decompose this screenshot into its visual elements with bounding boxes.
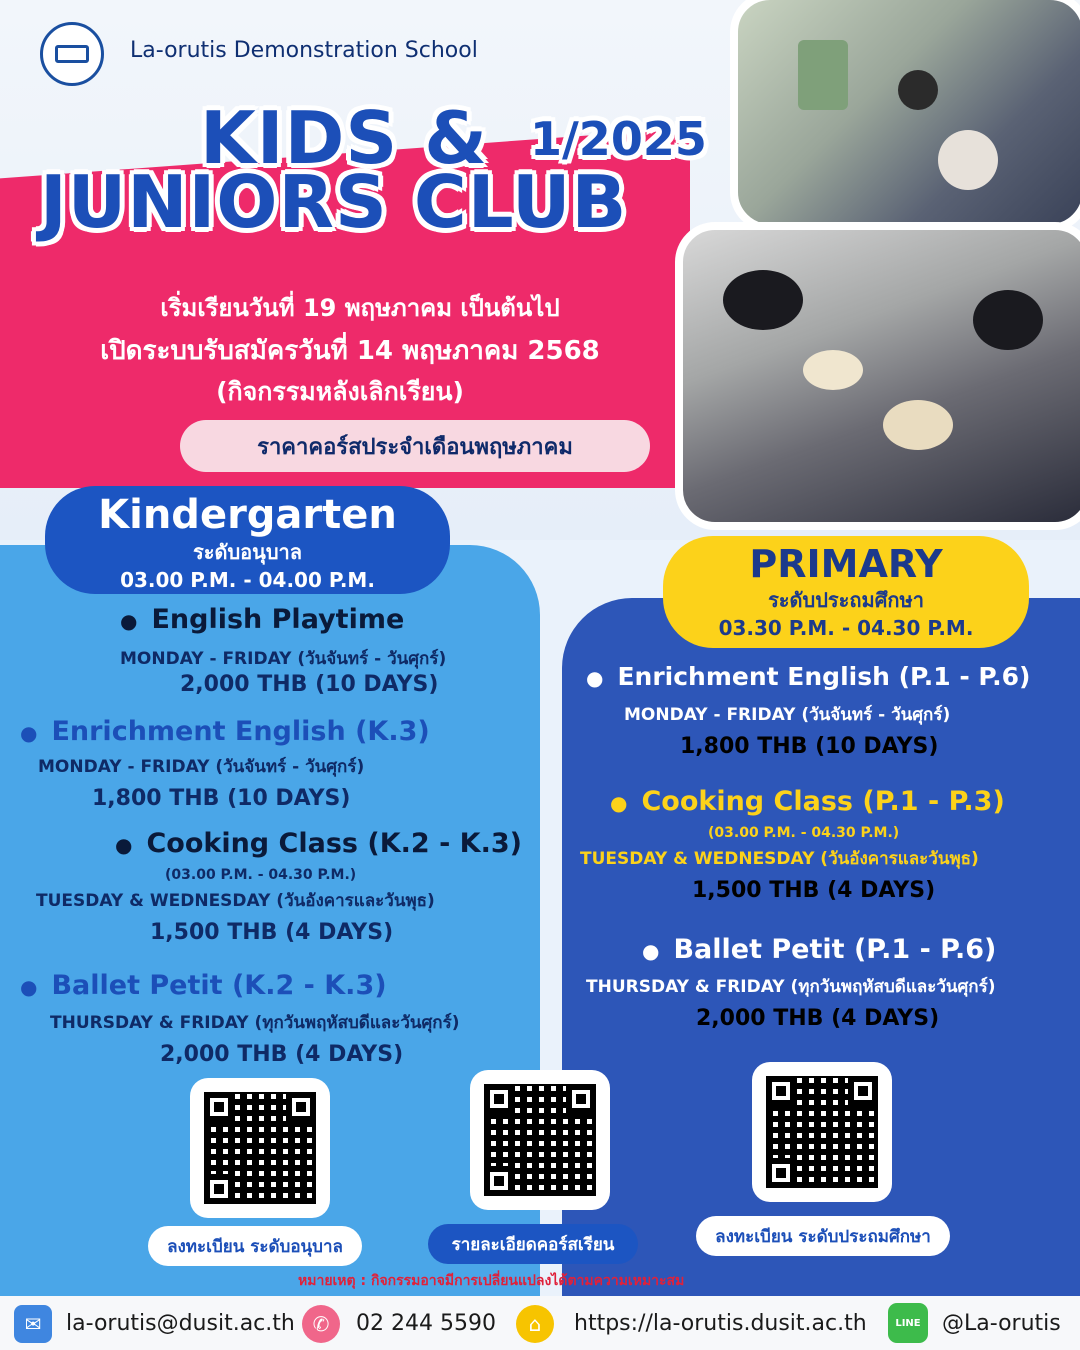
course-price: 1,800 THB (10 DAYS) [680, 734, 939, 759]
home-icon: ⌂ [516, 1305, 554, 1343]
course-name: ● Enrichment English (K.3) [20, 716, 540, 747]
footer-line[interactable]: @La-orutis [942, 1311, 1061, 1336]
footer-website[interactable]: https://la-orutis.dusit.ac.th [574, 1311, 867, 1336]
photo-detail [723, 270, 803, 330]
after-school-text: (กิจกรรมหลังเลิกเรียน) [216, 377, 464, 406]
course-item [586, 934, 1066, 1031]
photo-detail [898, 70, 938, 110]
course-item [20, 970, 540, 1067]
title-line-2: JUNIORS CLUB [40, 160, 628, 244]
title-term: 1/2025 [530, 112, 707, 166]
course-name: ● Ballet Petit (P.1 - P.6) [586, 934, 1066, 965]
course-days: MONDAY - FRIDAY (วันจันทร์ - วันศุกร์) [624, 705, 951, 725]
qr-finder [766, 1076, 796, 1106]
cooking-class-photo [675, 222, 1080, 530]
course-price: 2,000 THB (4 DAYS) [160, 1042, 404, 1067]
qr-finder [286, 1092, 316, 1122]
primary-title: PRIMARY [749, 542, 943, 586]
email-icon: ✉ [14, 1305, 52, 1343]
qr-finder [484, 1166, 514, 1196]
course-item [20, 716, 540, 811]
course-name: ● Cooking Class (P.1 - P.3) [580, 786, 1075, 817]
title-line-1: KIDS & [200, 96, 489, 180]
course-details-qr-code[interactable] [470, 1070, 610, 1210]
school-name: La-orutis Demonstration School [130, 38, 478, 63]
primary-qr-code[interactable] [752, 1062, 892, 1202]
course-name: ● Cooking Class (K.2 - K.3) [0, 828, 540, 859]
footer-email[interactable]: la-orutis@dusit.ac.th [66, 1311, 295, 1336]
course-days: MONDAY - FRIDAY (วันจันทร์ - วันศุกร์) [38, 757, 365, 777]
photo-detail [883, 400, 953, 450]
course-days: TUESDAY & WEDNESDAY (วันอังคารและวันพุธ) [36, 891, 435, 911]
course-name: ● English Playtime [0, 604, 540, 635]
course-item [580, 786, 1075, 903]
classroom-photo [730, 0, 1080, 232]
photo-detail [938, 130, 998, 190]
primary-time: 03.30 P.M. - 04.30 P.M. [718, 616, 974, 640]
course-item [586, 662, 1066, 759]
primary-register-label[interactable]: ลงทะเบียน ระดับประถมศึกษา [696, 1216, 950, 1256]
course-price: 1,500 THB (4 DAYS) [692, 878, 936, 903]
register-date-text: เปิดระบบรับสมัครวันที่ 14 พฤษภาคม 2568 [100, 336, 600, 366]
course-time: (03.00 P.M. - 04.30 P.M.) [165, 867, 357, 883]
course-item [0, 604, 540, 697]
line-icon: LINE [888, 1303, 928, 1343]
kindergarten-heading [45, 486, 450, 594]
course-name: ● Enrichment English (P.1 - P.6) [586, 662, 1066, 691]
logo-emblem-icon [55, 45, 89, 63]
qr-finder [766, 1158, 796, 1188]
course-days: TUESDAY & WEDNESDAY (วันอังคารและวันพุธ) [580, 849, 979, 869]
qr-finder [484, 1084, 514, 1114]
qr-pattern [766, 1076, 878, 1188]
course-price: 1,800 THB (10 DAYS) [92, 786, 351, 811]
course-days: THURSDAY & FRIDAY (ทุกวันพฤหัสบดีและวันศุกร์) [586, 977, 996, 997]
kindergarten-qr-code[interactable] [190, 1078, 330, 1218]
course-name: ● Ballet Petit (K.2 - K.3) [20, 970, 540, 1001]
qr-finder [848, 1076, 878, 1106]
kindergarten-title: Kindergarten [98, 492, 397, 538]
kindergarten-level: ระดับอนุบาล [192, 540, 303, 564]
price-label-pill: ราคาคอร์สประจำเดือนพฤษภาคม [180, 420, 650, 472]
qr-finder [204, 1092, 234, 1122]
course-time: (03.00 P.M. - 04.30 P.M.) [708, 825, 900, 841]
course-days: THURSDAY & FRIDAY (ทุกวันพฤหัสบดีและวันศุกร์) [50, 1013, 460, 1033]
start-date-text: เริ่มเรียนวันที่ 19 พฤษภาคม เป็นต้นไป [160, 294, 560, 322]
photo-detail [803, 350, 863, 390]
course-days: MONDAY - FRIDAY (วันจันทร์ - วันศุกร์) [120, 649, 447, 669]
course-item [0, 828, 540, 945]
primary-heading [663, 536, 1029, 648]
qr-pattern [484, 1084, 596, 1196]
footer-phone[interactable]: 02 244 5590 [356, 1311, 496, 1336]
course-price: 1,500 THB (4 DAYS) [150, 920, 394, 945]
phone-icon: ✆ [302, 1305, 340, 1343]
photo-detail [973, 290, 1043, 350]
qr-finder [566, 1084, 596, 1114]
photo-detail [798, 40, 848, 110]
course-price: 2,000 THB (4 DAYS) [696, 1006, 940, 1031]
course-details-label[interactable]: รายละเอียดคอร์สเรียน [428, 1224, 638, 1264]
course-price: 2,000 THB (10 DAYS) [180, 672, 439, 697]
kindergarten-register-label[interactable]: ลงทะเบียน ระดับอนุบาล [148, 1226, 362, 1266]
primary-level: ระดับประถมศึกษา [768, 588, 924, 612]
note-text: หมายเหตุ : กิจกรรมอาจมีการเปลี่ยนแปลงได้ตามความเหมาะสม [298, 1273, 685, 1289]
qr-finder [204, 1174, 234, 1204]
school-logo [40, 22, 104, 86]
kindergarten-time: 03.00 P.M. - 04.00 P.M. [120, 568, 375, 592]
qr-pattern [204, 1092, 316, 1204]
